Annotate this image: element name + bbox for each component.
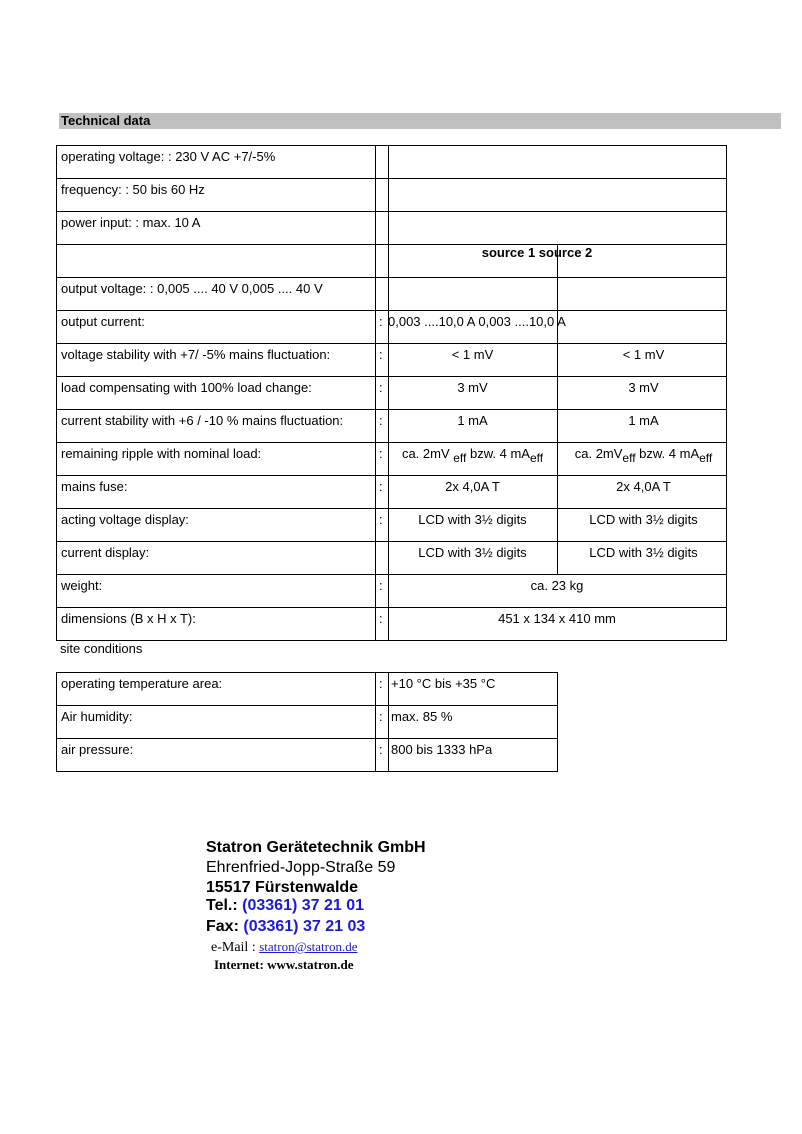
company-name: Statron Gerätetechnik GmbH <box>206 839 426 856</box>
email-link[interactable]: statron@statron.de <box>259 939 358 954</box>
section-title: Technical data <box>59 113 781 129</box>
source1-value: 3 mV <box>457 380 488 395</box>
table-colon-border <box>375 145 376 640</box>
site-table-colon-border <box>375 672 376 771</box>
table-rule <box>56 343 727 344</box>
table-rule <box>56 178 727 179</box>
table-row-colon: : <box>379 347 383 362</box>
table-row-colon: : <box>379 512 383 527</box>
fax-label: Fax: <box>206 918 239 935</box>
table-row-label: operating voltage: : 230 V AC +7/-5% <box>61 149 276 164</box>
table-border <box>56 145 57 641</box>
source2-value: 1 mA <box>628 413 659 428</box>
source2-value: ca. $2mV_{eff}$ bzw. 4 $mA_{eff}$ <box>574 446 713 465</box>
fax <box>206 917 365 936</box>
site-row-value: max. 85 % <box>391 709 453 724</box>
tel-label: Tel.: <box>206 897 238 914</box>
email-line <box>211 937 357 957</box>
source1-value: ca. 2mV $_{eff}$ bzw. 4 $mA_{eff}$ <box>401 446 544 465</box>
site-row-colon: : <box>379 709 383 724</box>
internet-line: Internet: www.statron.de <box>214 957 354 972</box>
table-row-colon: : <box>379 314 383 329</box>
table-row-label: load compensating with 100% load change: <box>61 380 312 395</box>
table-row-label: mains fuse: <box>61 479 128 494</box>
table-row-label: remaining ripple with nominal load: <box>61 446 262 461</box>
source2-value: LCD with 3½ digits <box>589 545 698 560</box>
table-row-label: output current: <box>61 314 145 329</box>
table-rule <box>56 310 727 311</box>
table-rule <box>56 574 727 575</box>
table-row-label: power input: : max. 10 A <box>61 215 201 230</box>
site-table-border <box>557 672 558 772</box>
table-row-value: 451 x 134 x 410 mm <box>498 611 616 626</box>
tel-number[interactable]: (03361) 37 21 01 <box>242 897 365 914</box>
table-rule <box>56 211 727 212</box>
table-rule <box>56 475 727 476</box>
site-table-colon-border <box>388 672 389 771</box>
table-rule <box>56 277 727 278</box>
table-row-colon: : <box>379 578 383 593</box>
site-table-rule <box>56 672 558 673</box>
table-row-colon: : <box>379 380 383 395</box>
street-address: Ehrenfried-Jopp-Straße 59 <box>206 859 396 876</box>
source-header: source 1 source 2 <box>481 245 593 260</box>
table-row-label: dimensions (B x H x T): <box>61 611 196 626</box>
table-row-label: weight: <box>61 578 103 593</box>
table-rule <box>56 409 727 410</box>
table-row-colon: : <box>379 413 383 428</box>
site-row-value: 800 bis 1333 hPa <box>391 742 493 757</box>
source2-value: 3 mV <box>628 380 659 395</box>
table-row-label: current display: <box>61 545 150 560</box>
site-row-value: +10 °C bis +35 °C <box>391 676 496 691</box>
table-rule <box>56 640 727 641</box>
site-row-label: Air humidity: <box>61 709 133 724</box>
source1-value: 1 mA <box>457 413 488 428</box>
table-row-label: current stability with +6 / -10 % mains fluctuation: <box>61 413 344 428</box>
site-conditions-label: site conditions <box>60 641 143 656</box>
city-address: 15517 Fürstenwalde <box>206 879 359 896</box>
table-rule <box>56 508 727 509</box>
site-table-border <box>56 672 57 772</box>
table-row-colon: : <box>379 446 383 461</box>
source1-value: LCD with 3½ digits <box>418 545 527 560</box>
table-row-label: acting voltage display: <box>61 512 189 527</box>
telephone <box>206 896 364 915</box>
email-label: e-Mail : <box>211 940 256 955</box>
table-rule <box>56 145 727 146</box>
table-row-label: voltage stability with +7/ -5% mains fluctuation: <box>61 347 331 362</box>
output-current-value: 0,003 ....10,0 A 0,003 ....10,0 A <box>388 314 566 329</box>
site-table-rule <box>56 771 558 772</box>
site-table-rule <box>56 738 558 739</box>
source1-value: LCD with 3½ digits <box>418 512 527 527</box>
fax-number: (03361) 37 21 03 <box>243 918 366 935</box>
source2-value: < 1 mV <box>622 347 665 362</box>
source1-value: < 1 mV <box>451 347 494 362</box>
source2-value: 2x 4,0A T <box>616 479 671 494</box>
table-rule <box>56 442 727 443</box>
table-row-colon: : <box>379 479 383 494</box>
table-row-colon: : <box>379 611 383 626</box>
site-row-label: operating temperature area: <box>61 676 223 691</box>
source1-value: 2x 4,0A T <box>445 479 500 494</box>
source2-value: LCD with 3½ digits <box>589 512 698 527</box>
table-row-label: frequency: : 50 bis 60 Hz <box>61 182 205 197</box>
table-rule <box>56 376 727 377</box>
site-row-label: air pressure: <box>61 742 134 757</box>
site-row-colon: : <box>379 676 383 691</box>
table-rule <box>56 607 727 608</box>
table-row-label: output voltage: : 0,005 .... 40 V 0,005 .... 40 V <box>61 281 323 296</box>
site-row-colon: : <box>379 742 383 757</box>
table-row-value: ca. 23 kg <box>530 578 584 593</box>
site-table-rule <box>56 705 558 706</box>
table-rule <box>56 541 727 542</box>
